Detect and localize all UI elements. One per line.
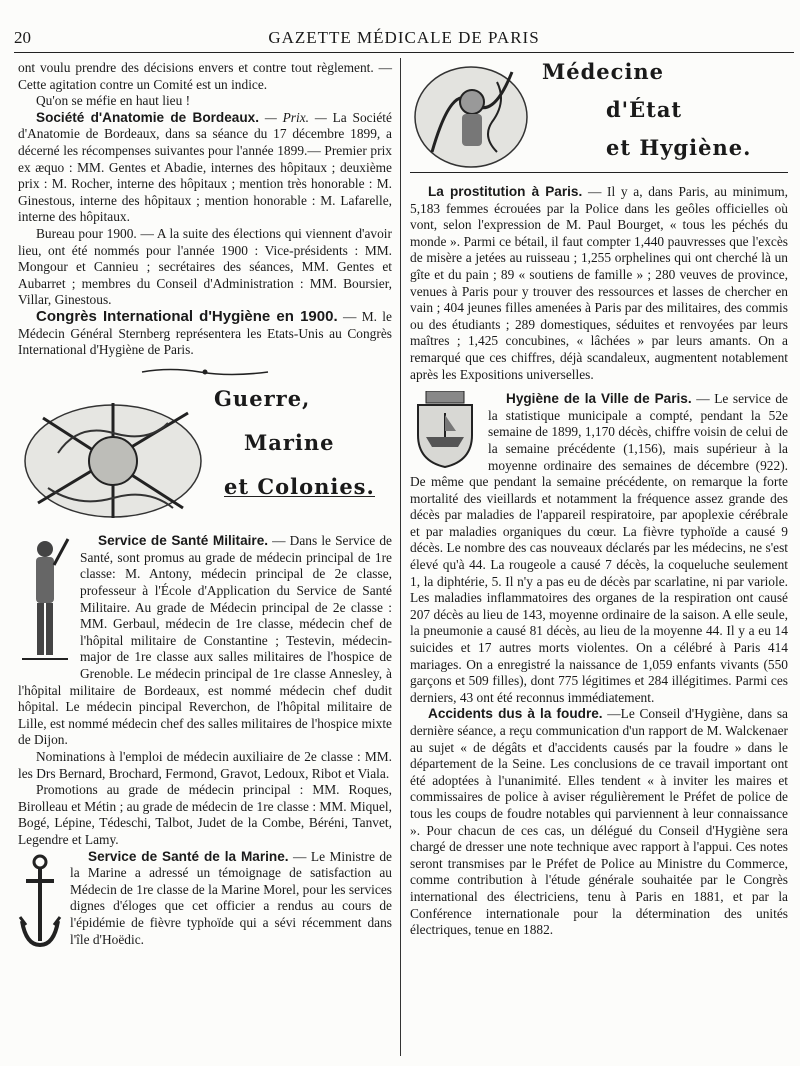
anchor-icon — [18, 853, 62, 953]
bordeaux-body: La Société d'Anatomie de Bordeaux, dans sa séance du 17 décembre 1899, a décerné les récompenses suivantes pour l'année 1899.— Premier prix ex æquo : MM. Gentes et Abadie, internes des hôpitaux ; deuxième prix : M. Rocher, interne des hôpitaux ; mention très honorable : M. Ginestous, interne des hôpitaux ; mention honorable : M. Lafarelle, interne des hôpitaux. — [18, 109, 392, 225]
prostitution-body: — Il y a, dans Paris, au minimum, 5,183 femmes écrouées par la Police dans les geôles officielles où vont, selon l'expression de M. Paul Bourget, « tous les péchés du monde ». Parmi ce bétail, il faut compter 1,440 pauvresses que l'excès de misère a jetées au ruisseau ; 1,255 orphelines qui ont cherché là un gîte et du pain ; 89 « soutiens de famille » ; 280 veuves de province, venues à Paris pour y trouver des ressources et lasses de chercher en vain ; 404 jeunes filles amenées à Paris par des militaires, des commis ou des étudiants ; 289 domestiques, séduites et renvoyées par leurs maîtres ; 1,425 concubines, « lâchées » par leurs amants. On a remarqué que ces chiffres, déjà scandaleux, augmentent notablement après les Expositions universelles. — [410, 184, 788, 382]
section-title-medecine: Médecine — [542, 59, 665, 84]
column-divider — [400, 58, 401, 1056]
nominations-paragraph: Nominations à l'emploi de médecin auxiliaire de 2e classe : MM. les Drs Bernard, Brochard, Fermond, Gravot, Ledoux, Ribot et Viala. — [18, 749, 392, 781]
bordeaux-article — [18, 110, 392, 226]
sante-militaire-article — [18, 533, 392, 749]
section-rule — [410, 172, 788, 173]
soldier-figure-icon — [18, 535, 72, 665]
hygiene-heading: Hygiène de la Ville de Paris. — [506, 391, 692, 407]
hygiene-body: — Le service de la statistique municipale a compté, pendant la 52e semaine de 1899, 1,170 décès, chiffre voisin de celui de la semaine précédente (1,156), mais supérieur à la moyenne ordinaire des semaines de décembre (922). De même que pendant la semaine précédente, on remarque la forte mortalité des vieillards et notamment la fréquence assez grande des décès par maladies de l'appareil respiratoire, par apoplexie cérébrale et par maladies organiques du cœur. La fièvre typhoïde a causé 9 décès. Le nombre des cas nouveaux déclarés par les médecins, ne s'est élevé qu'à 44. La rougeole a causé 7 décès, la coqueluche seulement 1, la diphtérie, 5. Il n'y a pas eu de décès par scarlatine, ni par variole. Les maladies inflammatoires des organes de la respiration ont causé 207 décès au lieu de 143, moyenne ordinaire de la saison. A elle seule, la pneumonie a causé 81 décès, au lieu de la moyenne 44. Il y a eu 14 suicides et 17 autres morts violentes. On a célébré à Paris 414 mariages. On a enregistré la naissance de 1,059 enfants vivants (550 garçons et 509 filles), dont 775 légitimes et 284 illégitimes. Parmi ces derniers, 43 ont été reconnus immédiatement. — [410, 391, 788, 705]
ornament-divider-icon — [18, 365, 392, 382]
bordeaux-heading: Société d'Anatomie de Bordeaux. — [36, 109, 259, 125]
guerre-section-banner — [18, 387, 392, 527]
congres-body: — M. le Médecin Général Sternberg représentera les Etats-Unis au Congrès International d'Hygiène de Paris. — [18, 308, 392, 358]
page-number: 20 — [14, 28, 31, 47]
running-header — [14, 22, 794, 53]
section-title-etat: d'État — [606, 97, 683, 122]
section-title-colonies: et Colonies. — [224, 474, 375, 500]
paris-coat-of-arms-icon — [410, 391, 480, 469]
promotions-paragraph: Promotions au grade de médecin principal : MM. Roques, Birolleau et Métin ; au grade de médecin de 1re classe : MM. Miquel, Bogé, Lépine, Tédeschi, Talbot, Judet de la Combe, Béréni, Tanvet, Legendre et Lamy. — [18, 782, 392, 847]
marine-body: — Le Ministre de la Marine a adressé un témoignage de satisfaction au Médecin de 1re classe de la Marine Morel, pour les services dignes d'éloges que cet officier a rendus au cours de l'épidémie de fièvre typhoïde qui a sévi récemment dans l'île d'Hoëdic. — [70, 848, 392, 947]
sante-militaire-body: — Dans le Service de Santé, sont promus au grade de médecin principal de 1re classe: M. Antony, médecin principal de 2e classe, professeur à l'École d'Application du Service de Santé Militaire. Au grade de Médecin principal de 2e classe : MM. Gerbaul, médecin de 1re classe, médecin chef de l'hôpital militaire de Constantine ; Testevin, médecin-major de 1re classe aux salles militaires de l'hospice de Grenoble. Le médecin principal de 1re classe Annesley, à l'hôpital militaire de Bordeaux, est nommé médecin chef dudit hôpital. Le médecin pincipal Reverchon, de l'hôpital militaire de Lille, est nommé médecin chef des salles militaires de l'hospice mixte de Dijon. — [18, 533, 392, 748]
section-title-marine: Marine — [244, 430, 335, 456]
foudre-heading: Accidents dus à la foudre. — [428, 706, 603, 722]
mefie-paragraph: Qu'on se méfie en haut lieu ! — [36, 93, 191, 109]
marine-article — [18, 849, 392, 949]
sante-militaire-heading: Service de Santé Militaire. — [98, 533, 269, 549]
marine-heading: Service de Santé de la Marine. — [88, 848, 289, 864]
foudre-body: —Le Conseil d'Hygiène, dans sa dernière séance, a reçu communication d'un rapport de M. Walckenaer au sujet « de dégâts et d'accidents causés par la foudre » dans le département de la Seine. Les conclusions de ce travail important ont été adoptées à l'unanimité. Elles tendent « à inviter les maires et commissaires de police à aviser régulièrement le Préfet de police de tous les coups de foudre notables qui parviennent à leur connaissance ». Pour chacun de ces cas, un délégué du Conseil d'Hygiène sera chargé de dresser une note technique avec rapport à l'appui. Ces notes seront transmises par le Préfet de Police au Ministre du Commerce, comme contribution à l'étude générale souhaitée par le Congrès international des électriciens, tenu à Paris en 1881, et par la Conférence internationale pour la détermination des unités électriques, tenue en 1882. — [410, 706, 788, 938]
bordeaux-prix-label: — Prix. — — [264, 109, 327, 125]
foudre-article — [410, 706, 788, 938]
bureau-paragraph: Bureau pour 1900. — A la suite des élections qui viennent d'avoir lieu, ont été nommés pour l'année 1900 : Vice-présidents : MM. Mongour et Cannieu ; secrétaires des séances, MM. Gentes et Aubarret ; membres du Conseil d'Administration : MM. Boursier, Villar, Ginestous. — [18, 225, 392, 308]
section-title-guerre: Guerre, — [214, 386, 311, 412]
journal-title: GAZETTE MÉDICALE DE PARIS — [268, 28, 540, 47]
intro-paragraph: ont voulu prendre des décisions envers et contre tout règlement. — Cette agitation contre un Comité est un indice. — [18, 60, 392, 92]
left-column — [18, 60, 392, 1054]
medecine-section-banner — [410, 60, 788, 178]
section-title-hygiene: et Hygiène. — [606, 135, 752, 160]
hygieia-emblem-icon — [412, 62, 530, 172]
congres-heading: Congrès International d'Hygiène en 1900. — [36, 307, 338, 325]
prostitution-heading: La prostitution à Paris. — [428, 184, 583, 199]
right-column — [410, 60, 788, 1054]
prostitution-article — [410, 184, 788, 383]
congres-article — [18, 309, 392, 359]
military-trophy-icon — [18, 393, 208, 523]
